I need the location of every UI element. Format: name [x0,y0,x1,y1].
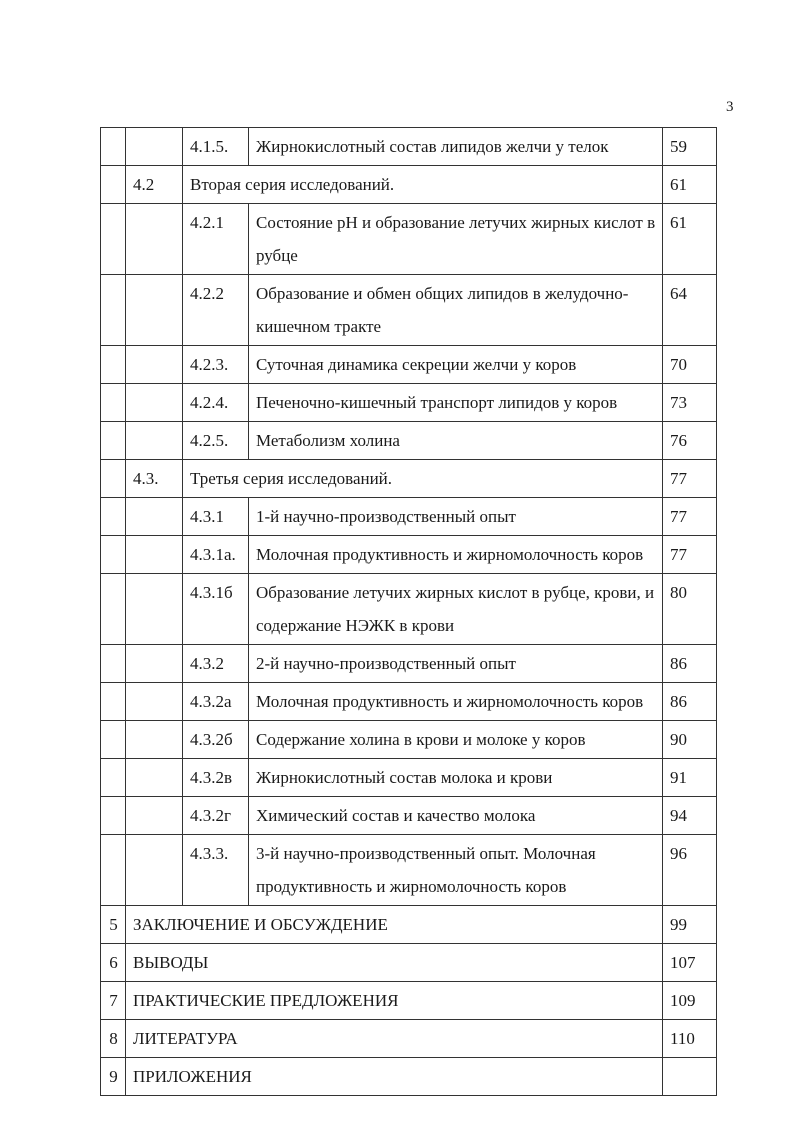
toc-row [101,759,717,797]
empty-cell [101,835,126,906]
chapter-number: 5 [101,906,126,944]
table-of-contents [100,127,717,1096]
page-ref: 109 [663,982,717,1020]
page-ref: 86 [663,683,717,721]
toc-row [101,128,717,166]
chapter-title: ПРИЛОЖЕНИЯ [126,1058,663,1096]
section-title: Жирнокислотный состав липидов желчи у телок [249,128,663,166]
section-number: 4.3.3. [183,835,249,906]
page-ref: 90 [663,721,717,759]
page-ref: 94 [663,797,717,835]
toc-row [101,1058,717,1096]
section-title: Жирнокислотный состав молока и крови [249,759,663,797]
empty-cell [101,797,126,835]
page-ref: 64 [663,275,717,346]
section-title: Метаболизм холина [249,422,663,460]
empty-cell [101,721,126,759]
page-ref: 61 [663,166,717,204]
empty-cell [126,536,183,574]
page-ref: 96 [663,835,717,906]
toc-row [101,166,717,204]
toc-row [101,721,717,759]
empty-cell [126,645,183,683]
chapter-number: 6 [101,944,126,982]
page-ref: 110 [663,1020,717,1058]
page-ref: 73 [663,384,717,422]
chapter-title: ПРАКТИЧЕСКИЕ ПРЕДЛОЖЕНИЯ [126,982,663,1020]
page-ref: 76 [663,422,717,460]
empty-cell [101,422,126,460]
chapter-title: ВЫВОДЫ [126,944,663,982]
empty-cell [126,835,183,906]
empty-cell [101,460,126,498]
empty-cell [126,384,183,422]
toc-row [101,645,717,683]
section-number: 4.2.3. [183,346,249,384]
chapter-number: 9 [101,1058,126,1096]
toc-row [101,797,717,835]
section-title: Суточная динамика секреции желчи у коров [249,346,663,384]
section-number: 4.2 [126,166,183,204]
page-ref: 77 [663,460,717,498]
toc-row [101,944,717,982]
section-number: 4.2.2 [183,275,249,346]
section-title: Образование летучих жирных кислот в рубце, крови, и содержание НЭЖК в крови [249,574,663,645]
empty-cell [101,346,126,384]
page-ref: 59 [663,128,717,166]
toc-row [101,835,717,906]
empty-cell [101,645,126,683]
empty-cell [101,128,126,166]
empty-cell [126,797,183,835]
chapter-number: 7 [101,982,126,1020]
section-title: Молочная продуктивность и жирномолочность коров [249,536,663,574]
section-number: 4.3.2а [183,683,249,721]
section-title: 2-й научно-производственный опыт [249,645,663,683]
section-number: 4.1.5. [183,128,249,166]
empty-cell [126,204,183,275]
chapter-title: ЛИТЕРАТУРА [126,1020,663,1058]
section-title: Образование и обмен общих липидов в желудочно-кишечном тракте [249,275,663,346]
toc-row [101,346,717,384]
toc-row [101,384,717,422]
section-number: 4.3.1б [183,574,249,645]
section-title: Третья серия исследований. [183,460,663,498]
section-title: 3-й научно-производственный опыт. Молочная продуктивность и жирномолочность коров [249,835,663,906]
empty-cell [126,275,183,346]
section-number: 4.3.1 [183,498,249,536]
empty-cell [101,384,126,422]
page-ref: 99 [663,906,717,944]
empty-cell [126,422,183,460]
page-ref: 91 [663,759,717,797]
empty-cell [101,574,126,645]
empty-cell [126,683,183,721]
page-ref: 86 [663,645,717,683]
toc-row [101,536,717,574]
page-ref: 107 [663,944,717,982]
page-ref: 61 [663,204,717,275]
section-number: 4.3. [126,460,183,498]
section-number: 4.3.1а. [183,536,249,574]
toc-row [101,275,717,346]
section-title: Химический состав и качество молока [249,797,663,835]
section-title: Содержание холина в крови и молоке у коров [249,721,663,759]
section-title: Состояние рН и образование летучих жирных кислот в рубце [249,204,663,275]
toc-row [101,422,717,460]
empty-cell [126,128,183,166]
toc-row [101,1020,717,1058]
section-title: 1-й научно-производственный опыт [249,498,663,536]
toc-body [101,128,717,1096]
empty-cell [101,536,126,574]
page-number: 3 [726,99,734,115]
page-ref: 77 [663,536,717,574]
page-ref: 70 [663,346,717,384]
empty-cell [126,574,183,645]
section-number: 4.3.2г [183,797,249,835]
toc-row [101,683,717,721]
toc-row [101,498,717,536]
section-number: 4.3.2в [183,759,249,797]
section-number: 4.2.1 [183,204,249,275]
chapter-number: 8 [101,1020,126,1058]
empty-cell [126,721,183,759]
section-title: Молочная продуктивность и жирномолочность коров [249,683,663,721]
section-number: 4.2.5. [183,422,249,460]
section-title: Печеночно-кишечный транспорт липидов у коров [249,384,663,422]
section-number: 4.2.4. [183,384,249,422]
empty-cell [101,498,126,536]
toc-row [101,906,717,944]
empty-cell [101,166,126,204]
empty-cell [126,759,183,797]
toc-row [101,460,717,498]
page-ref: 77 [663,498,717,536]
toc-row [101,574,717,645]
empty-cell [101,759,126,797]
empty-cell [101,275,126,346]
chapter-title: ЗАКЛЮЧЕНИЕ И ОБСУЖДЕНИЕ [126,906,663,944]
toc-row [101,204,717,275]
empty-cell [101,204,126,275]
empty-cell [101,683,126,721]
empty-cell [126,498,183,536]
section-number: 4.3.2б [183,721,249,759]
toc-row [101,982,717,1020]
section-number: 4.3.2 [183,645,249,683]
section-title: Вторая серия исследований. [183,166,663,204]
empty-cell [126,346,183,384]
page-ref [663,1058,717,1096]
page-ref: 80 [663,574,717,645]
